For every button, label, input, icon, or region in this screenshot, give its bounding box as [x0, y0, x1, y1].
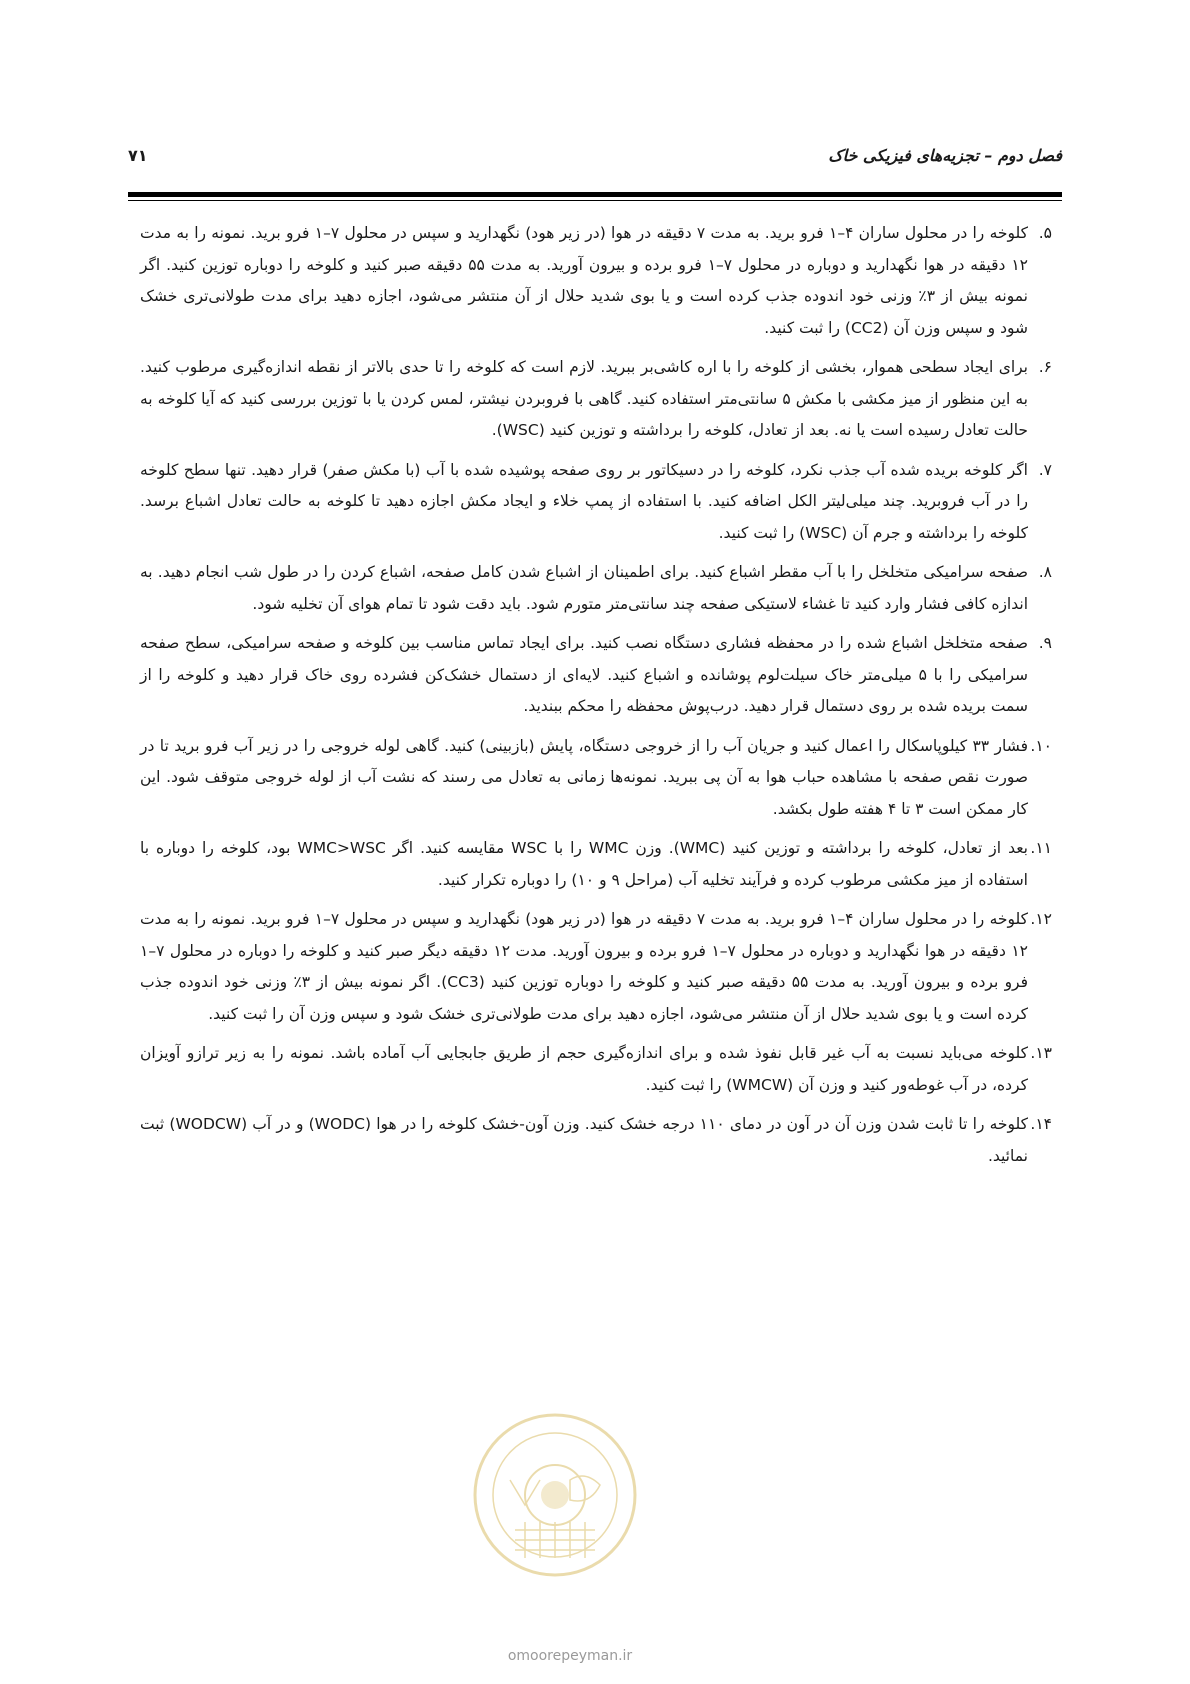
step-number: ۷. [1038, 460, 1052, 479]
omoore-peyman-seal-icon [470, 1410, 640, 1580]
procedure-steps [140, 218, 1052, 1180]
step-number: ۸. [1038, 563, 1052, 581]
step-text: اگر کلوخه بریده شده آب جذب نکرد، کلوخه را در دسیکاتور بر روی صفحه پوشیده شده با آب (با مکش صفر) قرار دهید. تنها سطح کلوخه را در آب فروبرید. چند میلی‌لیتر الکل اضافه کنید. با استفاده از پمپ خلاء و ایجاد مکش اجازه دهید تا کلوخه به حالت تعادل اشباع برسد. کلوخه را برداشته و جرم آن (WSC) را ثبت کنید. [140, 460, 1028, 542]
step-text: کلوخه را تا ثابت شدن وزن آن در آون در دمای ۱۱۰ درجه خشک کنید. وزن آون-خشک کلوخه را در هوا (WODC) و در آب (WODCW) ثبت نمائید. [140, 1115, 1029, 1165]
list-item [140, 1109, 1052, 1172]
list-item [140, 557, 1052, 620]
chapter-title: فصل دوم – تجزیه‌های فیزیکی خاک [828, 146, 1062, 165]
header-rule-thin [128, 200, 1062, 201]
step-text: صفحه سرامیکی متخلخل را با آب مقطر اشباع کنید. برای اطمینان از اشباع شدن کامل صفحه، اشباع کردن را در طول شب انجام دهید. به اندازه کافی فشار وارد کنید تا غشاء لاستیکی صفحه چند سانتی‌متر متورم شود. باید دقت شود تا تمام هوای آن تخلیه شود. [140, 563, 1028, 613]
step-number: ۹. [1038, 634, 1052, 652]
step-text: کلوخه را در محلول ساران ۴–۱ فرو برید. به مدت ۷ دقیقه در هوا (در زیر هود) نگهدارید و سپس در محلول ۷–۱ فرو برید. نمونه را به مدت ۱۲ دقیقه در هوا نگهدارید و دوباره در محلول ۷–۱ فرو برده و بیرون آورید. به مدت ۵۵ دقیقه صبر کنید و کلوخه را دوباره توزین کنید. اگر نمونه بیش از ۳٪ وزنی خود اندوده جذب کرده است و یا بوی شدید حلال از آن منتشر می‌شود، اجازه دهید برای مدت طولانی‌تری خشک شود و سپس وزن آن (CC2) را ثبت کنید. [140, 224, 1028, 337]
step-number: ۱۲. [1030, 910, 1052, 928]
site-url: omoorepeyman.ir [507, 1648, 633, 1664]
step-number: ۱۱. [1030, 839, 1052, 857]
page-number: ۷۱ [128, 146, 148, 165]
list-item [140, 731, 1052, 826]
step-number: ۱۳. [1030, 1044, 1052, 1062]
list-item [140, 628, 1052, 723]
step-text: صفحه متخلخل اشباع شده را در محفظه فشاری دستگاه نصب کنید. برای ایجاد تماس مناسب بین کلوخه و صفحه سرامیکی، سطح صفحه سرامیکی را با ۵ میلی‌متر خاک سیلت‌لوم پوشانده و اشباع کنید. لایه‌ای از دستمال خشک‌کن فشرده روی خاک قرار دهید و کلوخه را از سمت بریده شده بر روی دستمال قرار دهید. درب‌پوش محفظه را محکم ببندید. [140, 634, 1028, 715]
list-item [140, 218, 1052, 344]
list-item [140, 352, 1052, 447]
step-text: کلوخه را در محلول ساران ۴–۱ فرو برید. به مدت ۷ دقیقه در هوا (در زیر هود) نگهدارید و سپس در محلول ۷–۱ فرو برید. نمونه را به مدت ۱۲ دقیقه در هوا نگهدارید و دوباره در محلول ۷–۱ فرو برده و بیرون آورید. مدت ۱۲ دقیقه دیگر صبر کنید و کلوخه را دوباره در محلول ۷–۱ فرو برده و بیرون آورید. به مدت ۵۵ دقیقه صبر کنید و کلوخه را دوباره توزین کنید (CC3). اگر نمونه بیش از ۳٪ وزنی خود اندوده جذب کرده است و یا بوی شدید حلال از آن منتشر می‌شود، اجازه دهید برای مدت طولانی‌تری خشک شود و سپس وزن آن را ثبت کنید. [140, 910, 1029, 1023]
list-item [140, 904, 1052, 1030]
header-rule-thick [128, 192, 1062, 197]
list-item [140, 455, 1052, 550]
step-text: کلوخه می‌باید نسبت به آب غیر قابل نفوذ شده و برای اندازه‌گیری حجم از طریق جابجایی آب آماده باشد. نمونه را به زیر ترازو آویزان کرده، در آب غوطه‌ور کنید و وزن آن (WMCW) را ثبت کنید. [140, 1044, 1028, 1094]
list-item [140, 1038, 1052, 1101]
step-number: ۵. [1038, 224, 1052, 242]
step-number: ۶. [1038, 358, 1052, 376]
list-item [140, 833, 1052, 896]
step-number: ۱۰. [1030, 736, 1052, 755]
step-text: بعد از تعادل، کلوخه را برداشته و توزین کنید (WMC). وزن WMC را با WSC مقایسه کنید. اگر WMC>WSC بود، کلوخه را دوباره با استفاده از میز مکشی مرطوب کرده و فرآیند تخلیه آب (مراحل ۹ و ۱۰) را دوباره تکرار کنید. [140, 839, 1028, 889]
step-text: فشار ۳۳ کیلوپاسکال را اعمال کنید و جریان آب را از خروجی دستگاه، پایش (بازبینی) کنید. گاهی لوله خروجی را در زیر آب فرو برید تا در صورت نقص صفحه با مشاهده حباب هوا به آن پی ببرید. نمونه‌ها زمانی به تعادل می رسند که نشت آب از لوله خروجی متوقف شود. این کار ممکن است ۳ تا ۴ هفته طول بکشد. [140, 736, 1028, 818]
step-text: برای ایجاد سطحی هموار، بخشی از کلوخه را با اره کاشی‌بر ببرید. لازم است که کلوخه را تا حدی بالاتر از نقطه اندازه‌گیری مرطوب کنید. به این منظور از میز مکشی با مکش ۵ سانتی‌متر استفاده کنید. گاهی با فروبردن نیشتر، لمس کردن یا با توزین بررسی کنید که آیا کلوخه به حالت تعادل رسیده است یا نه. بعد از تعادل، کلوخه را برداشته و توزین کنید (WSC). [140, 358, 1028, 439]
page-header [128, 140, 1062, 176]
step-number: ۱۴. [1030, 1115, 1052, 1133]
